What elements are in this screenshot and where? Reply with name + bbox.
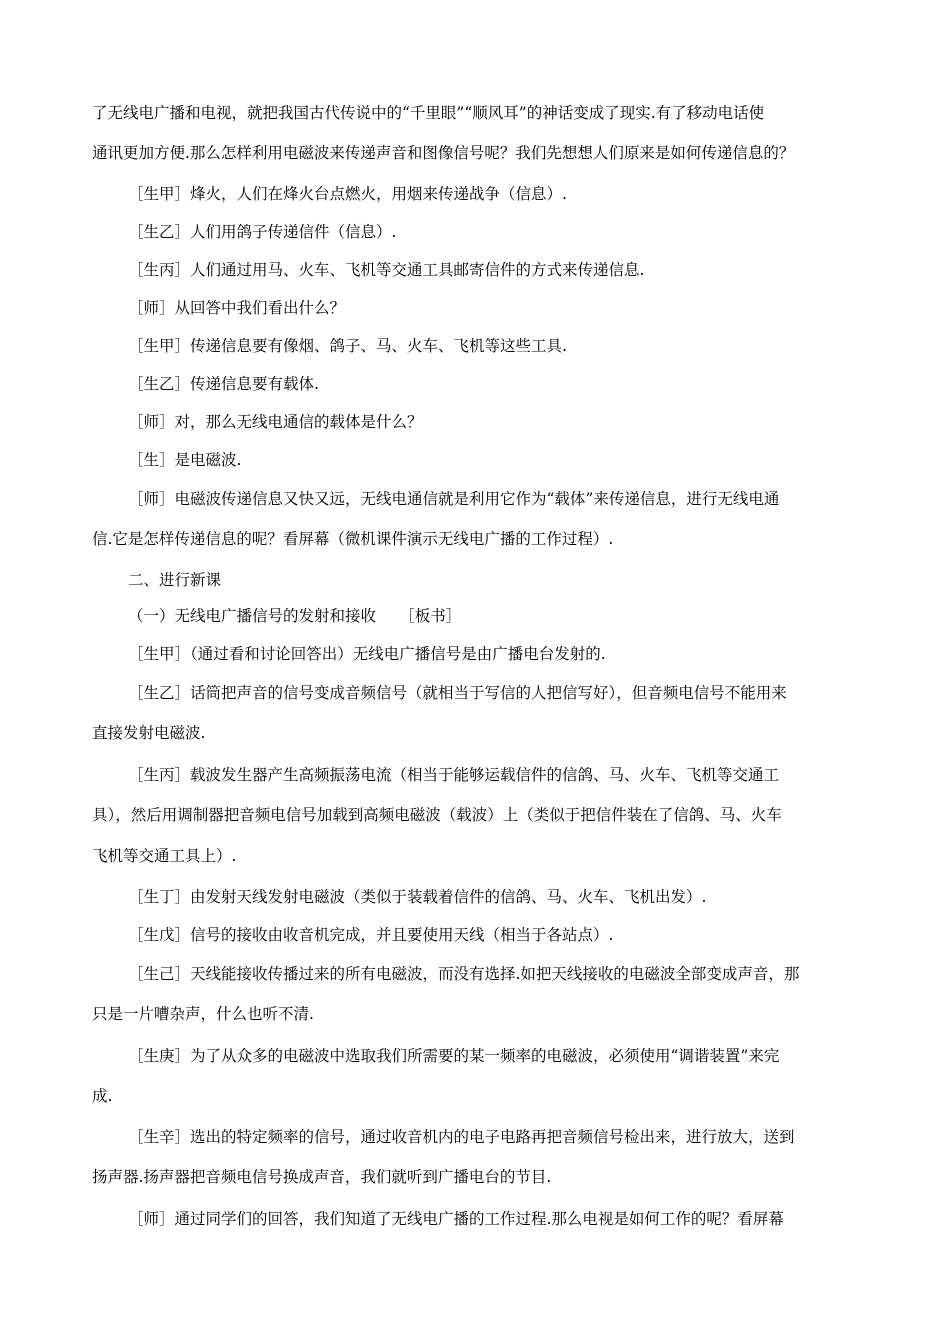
text-line: ［生甲］（通过看和讨论回答出）无线电广播信号是由广播电台发射的. [128,645,606,663]
text-line: 信.它是怎样传递信息的呢？看屏幕（微机课件演示无线电广播的工作过程）. [92,530,614,548]
text-line: 直接发射电磁波. [92,724,206,742]
text-line: ［生甲］传递信息要有像烟、鸽子、马、火车、飞机等这些工具. [128,337,567,355]
text-line: 成. [92,1087,113,1105]
text-line: 了无线电广播和电视，就把我国古代传说中的“千里眼”“顺风耳”的神话变成了现实.有了移动电话使 [92,104,765,122]
text-line: 飞机等交通工具上）. [92,847,237,865]
text-line: ［生己］天线能接收传播过来的所有电磁波，而没有选择.如把天线接收的电磁波全部变成声音，那 [128,965,800,983]
section-heading: 二、进行新课 [128,571,222,589]
text-line: 只是一片嘈杂声，什么也听不清. [92,1005,314,1023]
text-line: ［生丙］人们通过用马、火车、飞机等交通工具邮寄信件的方式来传递信息. [128,261,645,279]
text-line: ［师］从回答中我们看出什么？ [128,299,346,317]
text-line: ［师］电磁波传递信息又快又远，无线电通信就是利用它作为“载体”来传递信息，进行无线电通 [128,490,780,508]
text-line: 具），然后用调制器把音频电信号加载到高频电磁波（载波）上（类似于把信件装在了信鸽、马、火车 [92,806,782,824]
text-line: ［生丁］由发射天线发射电磁波（类似于装载着信件的信鸽、马、火车、飞机出发）. [128,888,707,906]
text-line: ［师］对，那么无线电通信的载体是什么？ [128,413,423,431]
text-line: 扬声器.扬声器把音频电信号换成声音，我们就听到广播电台的节目. [92,1168,552,1186]
text-line: ［生辛］选出的特定频率的信号，通过收音机内的电子电路再把音频信号检出来，进行放大，送到 [128,1128,795,1146]
text-line: ［生乙］话筒把声音的信号变成音频信号（就相当于写信的人把信写好），但音频电信号不能用来 [128,684,787,702]
text-line: ［生］是电磁波. [128,451,242,469]
text-line: ［生乙］人们用鸽子传递信件（信息）. [128,223,397,241]
text-line: ［生丙］载波发生器产生高频振荡电流（相当于能够运载信件的信鸽、马、火车、飞机等交通工 [128,766,780,784]
text-line: ［生乙］传递信息要有载体. [128,375,319,393]
subsection-heading: （一）无线电广播信号的发射和接收 ［板书］ [128,607,462,625]
text-line: ［生庚］为了从众多的电磁波中选取我们所需要的某一频率的电磁波，必须使用“调谐装置”来完 [128,1047,780,1065]
text-line: ［生甲］烽火，人们在烽火台点燃火，用烟来传递战争（信息）. [128,185,567,203]
text-line: ［师］通过同学们的回答，我们知道了无线电广播的工作过程.那么电视是如何工作的呢？看屏幕 [128,1210,784,1228]
text-line: 通讯更加方便.那么怎样利用电磁波来传递声音和图像信号呢？我们先想想人们原来是如何传递信息的？ [92,144,795,162]
text-line: ［生戊］信号的接收由收音机完成，并且要使用天线（相当于各站点）. [128,926,614,944]
